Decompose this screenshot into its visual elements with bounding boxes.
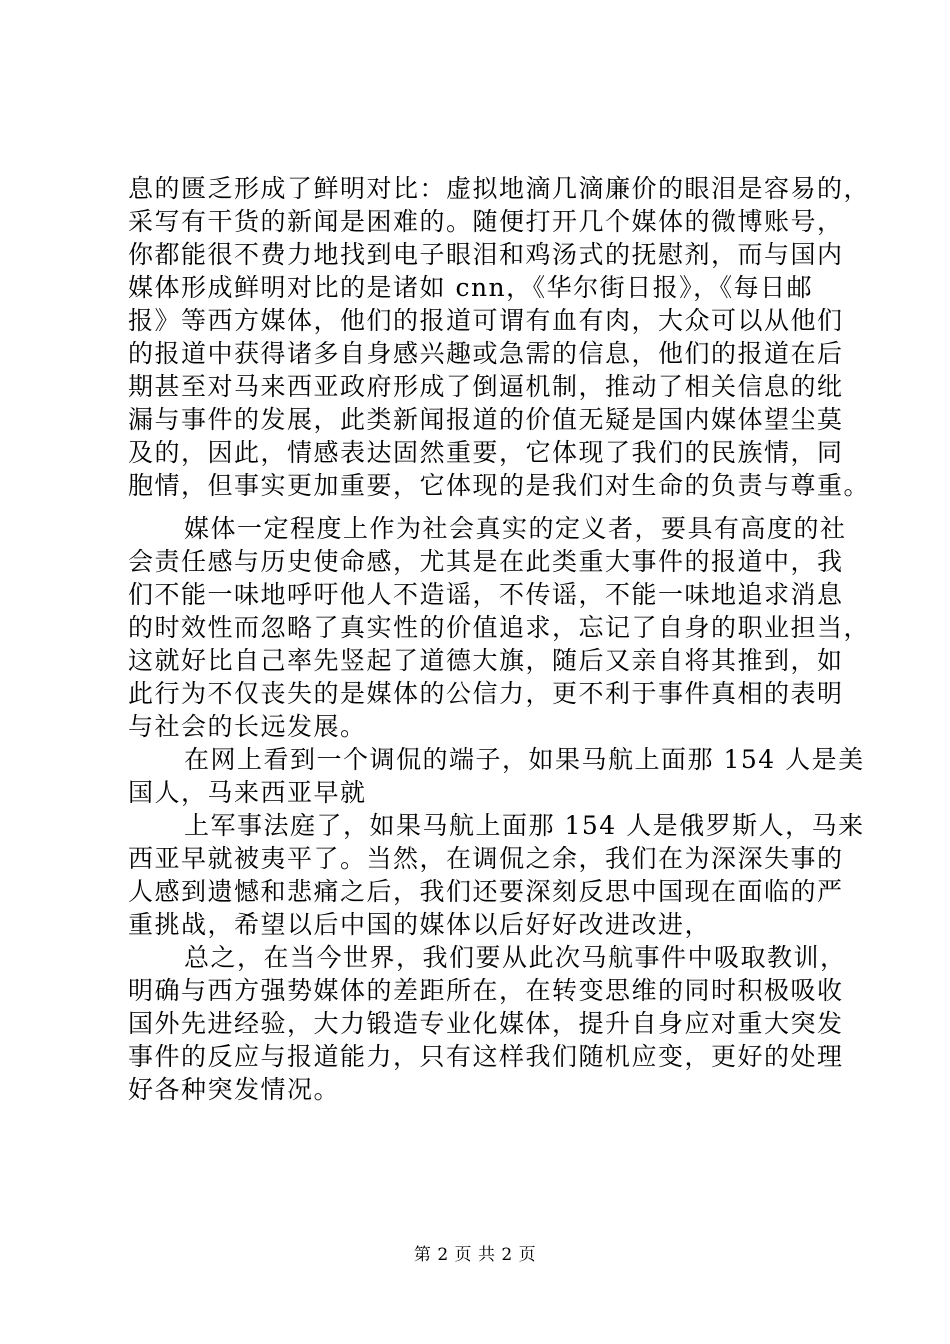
text-line: 报》等西方媒体，他们的报道可谓有血有肉，大众可以从他们 (128, 306, 844, 335)
text-line: 好各种突发情况。 (128, 1075, 341, 1104)
text-line: 你都能很不费力地找到电子眼泪和鸡汤式的抚慰剂，而与国内 (128, 240, 844, 269)
text-line: 这就好比自己率先竖起了道德大旗，随后又亲自将其推到，如 (128, 646, 844, 675)
text-line: 人感到遗憾和悲痛之后，我们还要深刻反思中国现在面临的严 (128, 877, 844, 906)
text-line: 漏与事件的发展，此类新闻报道的价值无疑是国内媒体望尘莫 (128, 405, 844, 434)
text-line: 采写有干货的新闻是困难的。随便打开几个媒体的微博账号， (128, 207, 844, 236)
text-line: 重挑战，希望以后中国的媒体以后好好改进改进， (128, 910, 712, 939)
text-line: 期甚至对马来西亚政府形成了倒逼机制，推动了相关信息的纰 (128, 372, 844, 401)
text-line: 胞情，但事实更加重要，它体现的是我们对生命的负责与尊重。 (128, 471, 871, 500)
paragraph-first-line: 在网上看到一个调侃的端子，如果马航上面那 154 人是美 (184, 745, 865, 774)
text-line: 与社会的长远发展。 (128, 712, 367, 741)
text-line: 的时效性而忽略了真实性的价值追求，忘记了自身的职业担当， (128, 613, 871, 642)
paragraph-first-line: 上军事法庭了，如果马航上面那 154 人是俄罗斯人，马来 (184, 811, 865, 840)
page-footer: 第 2 页 共 2 页 (413, 1245, 537, 1265)
text-line: 们不能一味地呼吁他人不造谣，不传谣，不能一味地追求消息 (128, 580, 844, 609)
text-line: 事件的反应与报道能力，只有这样我们随机应变，更好的处理 (128, 1042, 844, 1071)
text-line: 此行为不仅丧失的是媒体的公信力，更不利于事件真相的表明 (128, 679, 844, 708)
text-line: 明确与西方强势媒体的差距所在，在转变思维的同时积极吸收 (128, 976, 844, 1005)
paragraph-first-line: 媒体一定程度上作为社会真实的定义者，要具有高度的社 (184, 514, 847, 543)
text-line: 媒体形成鲜明对比的是诸如 cnn，《华尔街日报》，《每日邮 (128, 273, 814, 302)
text-line: 会责任感与历史使命感，尤其是在此类重大事件的报道中，我 (128, 547, 844, 576)
paragraph-first-line: 总之，在当今世界，我们要从此次马航事件中吸取教训， (184, 943, 847, 972)
text-line: 及的，因此，情感表达固然重要，它体现了我们的民族情，同 (128, 438, 844, 467)
text-line: 国人，马来西亚早就 (128, 778, 367, 807)
text-line: 的报道中获得诸多自身感兴趣或急需的信息，他们的报道在后 (128, 339, 844, 368)
paragraph-block-2 (128, 512, 871, 1106)
text-line: 国外先进经验，大力锻造专业化媒体，提升自身应对重大突发 (128, 1009, 844, 1038)
text-line: 息的匮乏形成了鲜明对比：虚拟地滴几滴廉价的眼泪是容易的， (128, 174, 871, 203)
paragraph-block-1 (128, 172, 871, 502)
text-line: 西亚早就被夷平了。当然，在调侃之余，我们在为深深失事的 (128, 844, 844, 873)
